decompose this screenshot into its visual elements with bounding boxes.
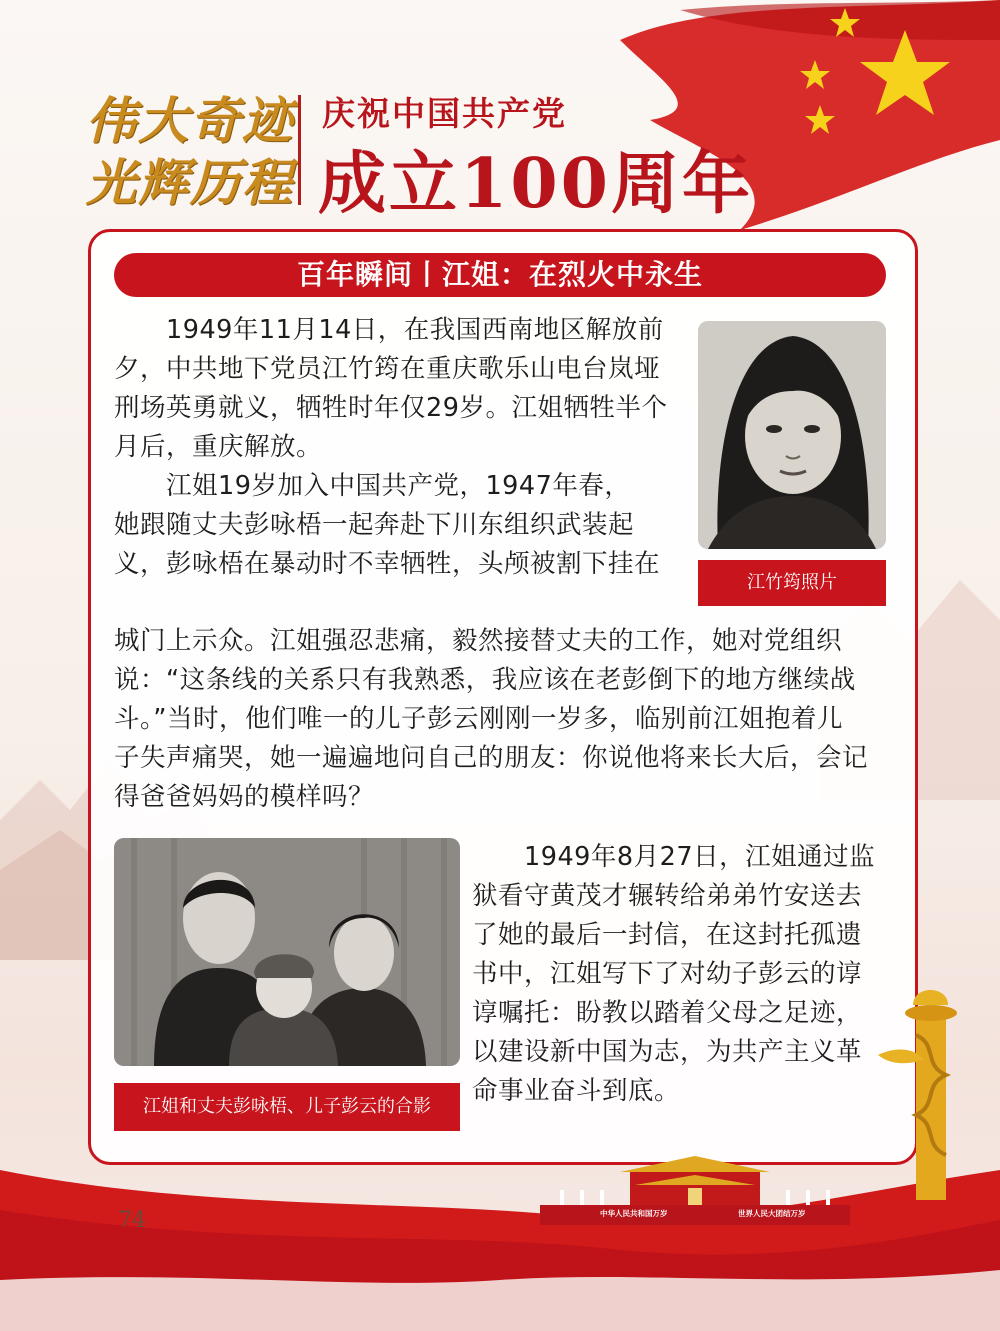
text-line: 夕，中共地下党员江竹筠在重庆歌乐山电台岚垭 bbox=[114, 354, 661, 384]
slogan-left: 中华人民共和国万岁 bbox=[600, 1209, 668, 1218]
paragraph-3 bbox=[472, 838, 892, 1111]
page-title: 成立100周年 bbox=[318, 144, 753, 224]
family-photo bbox=[114, 838, 460, 1066]
text-line: 以建设新中国为志，为共产主义革 bbox=[472, 1037, 863, 1067]
text-line: 1949年8月27日，江姐通过监 bbox=[524, 842, 876, 872]
text-line: 子失声痛哭，她一遍遍地问自己的朋友：你说他将来长大后，会记 bbox=[114, 743, 869, 773]
text-line: 命事业奋斗到底。 bbox=[472, 1076, 681, 1106]
paragraph-2 bbox=[114, 622, 904, 817]
article-banner: 百年瞬间丨江姐：在烈火中永生 bbox=[114, 253, 886, 297]
text-line: 月后，重庆解放。 bbox=[114, 432, 323, 462]
text-line: 她跟随丈夫彭咏梧一起奔赴下川东组织武装起 bbox=[114, 510, 635, 540]
slogan-right: 世界人民大团结万岁 bbox=[738, 1209, 806, 1218]
portrait-photo bbox=[698, 321, 886, 549]
portrait-image bbox=[698, 321, 886, 549]
red-ribbon-decoration bbox=[0, 1130, 1000, 1331]
text-line: 了她的最后一封信，在这封托孤遗 bbox=[472, 920, 863, 950]
brand-line-1: 伟大奇迹 bbox=[86, 91, 294, 150]
text-line: 说：“这条线的关系只有我熟悉，我应该在老彭倒下的地方继续战 bbox=[114, 665, 856, 695]
text-line: 得爸爸妈妈的模样吗？ bbox=[114, 782, 375, 812]
header-subtitle: 庆祝中国共产党 bbox=[322, 94, 567, 133]
text-line: 城门上示众。江姐强忍悲痛，毅然接替丈夫的工作，她对党组织 bbox=[114, 626, 843, 656]
text-line: 狱看守黄茂才辗转给弟弟竹安送去 bbox=[472, 881, 863, 911]
text-line: 斗。”当时，他们唯一的儿子彭云刚刚一岁多，临别前江姐抱着儿 bbox=[114, 704, 843, 734]
text-line: 义，彭咏梧在暴动时不幸牺牲，头颅被割下挂在 bbox=[114, 549, 661, 579]
portrait-caption: 江竹筠照片 bbox=[698, 560, 886, 606]
header-divider bbox=[298, 95, 301, 205]
text-line: 书中，江姐写下了对幼子彭云的谆 bbox=[472, 959, 863, 989]
text-line: 刑场英勇就义，牺牲时年仅29岁。江姐牺牲半个 bbox=[114, 393, 668, 423]
page-number: 74 bbox=[118, 1208, 146, 1233]
text-line: 谆嘱托：盼教以踏着父母之足迹， bbox=[472, 998, 863, 1028]
brand-logo-text bbox=[86, 90, 296, 214]
family-photo-caption: 江姐和丈夫彭咏梧、儿子彭云的合影 bbox=[114, 1083, 460, 1131]
paragraph-1 bbox=[114, 311, 684, 584]
text-line: 江姐19岁加入中国共产党，1947年春， bbox=[166, 471, 631, 501]
huabiao-pillar-decoration bbox=[878, 975, 983, 1200]
brand-line-2: 光辉历程 bbox=[86, 153, 294, 212]
family-image bbox=[114, 838, 460, 1066]
text-line: 1949年11月14日，在我国西南地区解放前 bbox=[166, 315, 664, 345]
